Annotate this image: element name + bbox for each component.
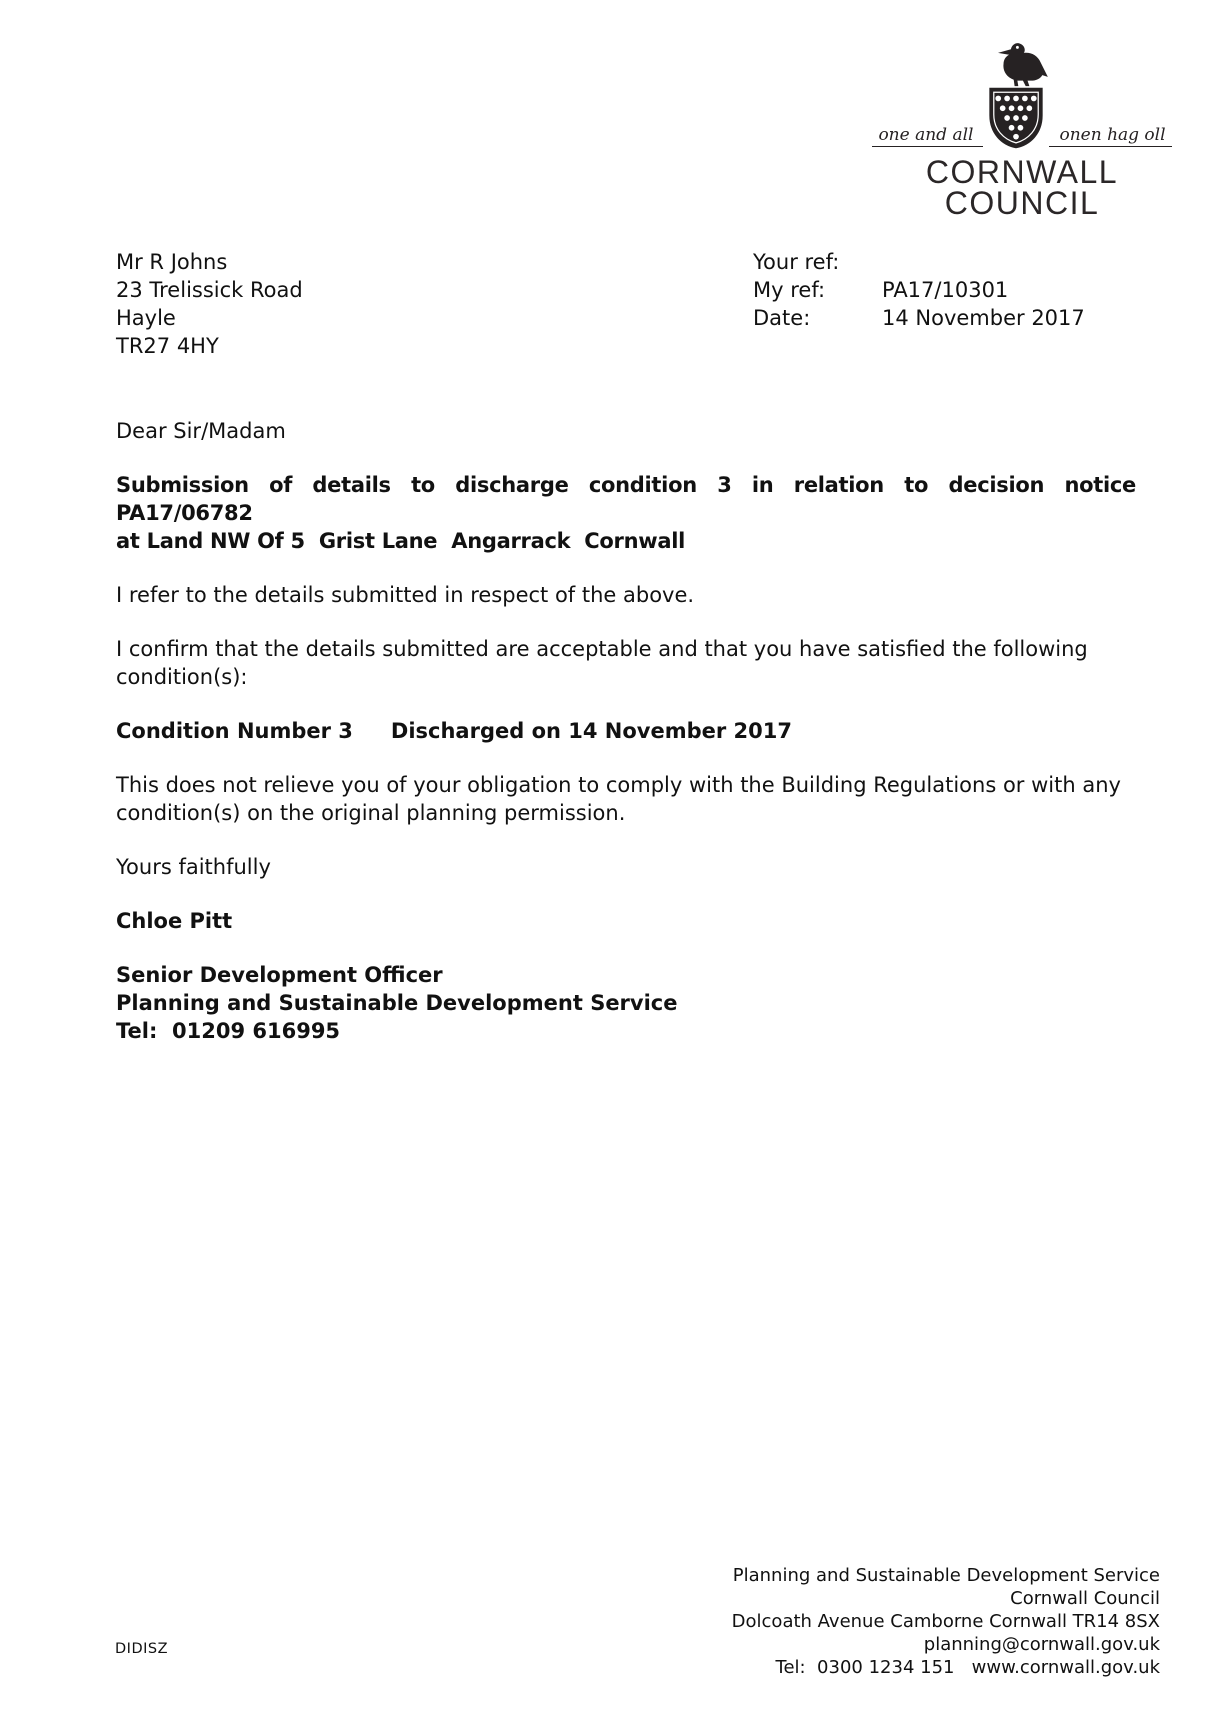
crest-row (872, 86, 1171, 150)
ref-row-date (753, 304, 1085, 332)
paragraph-refer: I refer to the details submitted in respect of the above. (116, 583, 695, 607)
document-code: DIDISZ (115, 1641, 169, 1657)
motto-right: onen hag oll (1049, 125, 1171, 147)
org-name-line1: CORNWALL (925, 154, 1119, 190)
recipient-line: Mr R Johns (116, 250, 228, 274)
footer-address-line: Dolcoath Avenue Camborne Cornwall TR14 8SX (731, 1611, 1160, 1632)
ref-label: Your ref: (753, 250, 840, 274)
ref-label: My ref: (753, 278, 826, 302)
reference-block (753, 248, 1085, 332)
motto-left: one and all (872, 125, 983, 147)
condition-status: Discharged on 14 November 2017 (390, 719, 793, 743)
paragraph-disclaimer: This does not relieve you of your obligation to comply with the Building Regulations or with any condition(s) on the original planning permission. (116, 773, 1121, 825)
ref-row-your-ref (753, 248, 1085, 276)
chough-bird-icon (994, 40, 1050, 88)
recipient-line: Hayle (116, 306, 176, 330)
signatory-telephone: Tel: 01209 616995 (116, 1019, 341, 1043)
bezant-shield-icon (985, 86, 1047, 150)
footer-tel-web-line: Tel: 0300 1234 151 www.cornwall.gov.uk (775, 1657, 1160, 1678)
footer-contact-block (732, 1564, 1160, 1679)
subject-line: Submission of details to discharge condition 3 in relation to decision notice (116, 473, 1136, 497)
footer-email-line: planning@cornwall.gov.uk (923, 1634, 1160, 1655)
recipient-line: 23 Trelissick Road (116, 278, 303, 302)
recipient-line: TR27 4HY (116, 334, 219, 358)
letter-body (116, 417, 1136, 1045)
ref-value: PA17/10301 (882, 278, 1009, 302)
paragraph-confirm: I confirm that the details submitted are acceptable and that you have satisfied the following condition(s): (116, 637, 1088, 689)
recipient-address (116, 248, 303, 360)
ref-label: Date: (753, 306, 811, 330)
footer-service-line: Planning and Sustainable Development Service (732, 1565, 1160, 1586)
subject-site-address: at Land NW Of 5 Grist Lane Angarrack Cornwall (116, 529, 685, 553)
subject-reference: PA17/06782 (116, 501, 253, 525)
org-name-line2: COUNCIL (944, 185, 1100, 221)
closing: Yours faithfully (116, 855, 271, 879)
cornwall-council-logo (852, 40, 1192, 219)
shield-wrap (985, 86, 1047, 150)
condition-line (116, 717, 1136, 745)
salutation: Dear Sir/Madam (116, 419, 286, 443)
ref-value: 14 November 2017 (882, 306, 1085, 330)
subject-heading (116, 471, 1136, 555)
signatory-name: Chloe Pitt (116, 909, 233, 933)
ref-row-my-ref (753, 276, 1085, 304)
footer-council-line: Cornwall Council (1010, 1588, 1160, 1609)
signatory-title: Senior Development Officer (116, 963, 443, 987)
signatory-department: Planning and Sustainable Development Service (116, 991, 678, 1015)
condition-label: Condition Number 3 (116, 719, 353, 743)
signatory-details (116, 961, 1136, 1045)
